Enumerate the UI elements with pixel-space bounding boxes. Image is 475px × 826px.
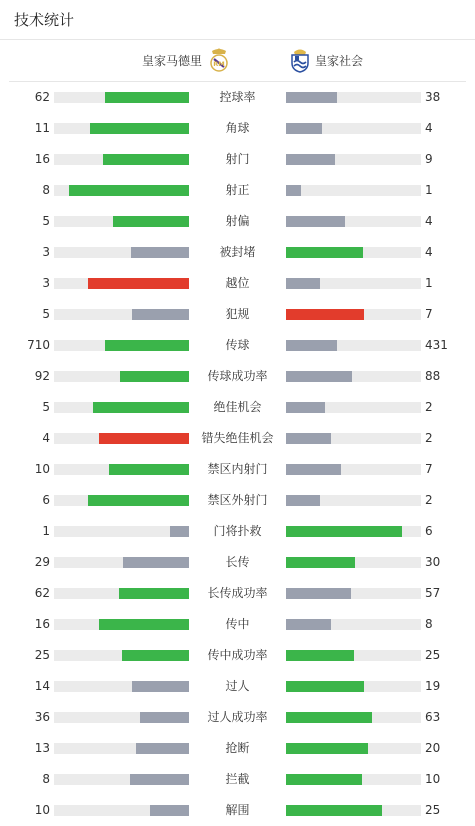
away-stat-value: 19	[425, 679, 441, 693]
stat-label: 犯规	[225, 307, 250, 321]
stat-row	[0, 547, 475, 578]
stat-row	[0, 82, 475, 113]
stat-label: 射门	[225, 152, 250, 166]
home-stat-bar-track	[54, 588, 189, 599]
away-stat-bar	[286, 619, 331, 630]
home-stat-bar	[119, 588, 189, 599]
stat-row	[0, 361, 475, 392]
home-stat-bar	[109, 464, 189, 475]
stat-row	[0, 609, 475, 640]
stat-row	[0, 144, 475, 175]
home-stat-bar-track	[54, 185, 189, 196]
stat-label: 传球成功率	[207, 369, 268, 383]
home-stat-bar-track	[54, 433, 189, 444]
home-stat-bar-track	[54, 712, 189, 723]
away-stat-bar	[286, 433, 331, 444]
stat-row	[0, 485, 475, 516]
stat-row	[0, 392, 475, 423]
away-stat-bar-track	[286, 805, 421, 816]
stat-row	[0, 299, 475, 330]
home-stat-bar	[131, 247, 189, 258]
away-stat-bar	[286, 185, 301, 196]
stat-row	[0, 733, 475, 764]
away-stat-value: 1	[425, 183, 433, 197]
home-stat-bar	[150, 805, 189, 816]
stat-row	[0, 454, 475, 485]
stat-row	[0, 237, 475, 268]
real-sociedad-crest-icon	[289, 47, 311, 73]
home-stat-bar-track	[54, 123, 189, 134]
home-stat-bar	[170, 526, 189, 537]
home-stat-bar-track	[54, 340, 189, 351]
stat-row	[0, 206, 475, 237]
home-stat-bar-track	[54, 557, 189, 568]
home-stat-value: 10	[34, 803, 50, 817]
away-stat-bar-track	[286, 402, 421, 413]
away-stat-bar	[286, 371, 352, 382]
home-stat-value: 6	[42, 493, 50, 507]
away-stat-bar	[286, 557, 355, 568]
away-stat-value: 6	[425, 524, 433, 538]
home-stat-bar-track	[54, 92, 189, 103]
away-team-name: 皇家社会	[315, 53, 364, 68]
away-stat-bar-track	[286, 185, 421, 196]
svg-text:RM: RM	[213, 60, 225, 68]
away-stat-bar-track	[286, 588, 421, 599]
stat-label: 传中	[225, 617, 250, 631]
stat-label: 过人	[225, 679, 250, 693]
stat-row	[0, 795, 475, 826]
away-stat-value: 57	[425, 586, 441, 600]
home-stat-bar-track	[54, 309, 189, 320]
stat-label: 绝佳机会	[213, 400, 262, 414]
home-stat-bar	[132, 309, 189, 320]
home-stat-bar-track	[54, 371, 189, 382]
stat-label: 传球	[225, 338, 250, 352]
stat-label: 射偏	[225, 214, 250, 228]
stat-label: 长传	[225, 555, 250, 569]
stat-label: 控球率	[219, 90, 256, 104]
stat-label: 抢断	[225, 741, 250, 755]
page-title: 技术统计	[0, 0, 475, 40]
away-stat-bar	[286, 650, 354, 661]
home-stat-bar-track	[54, 216, 189, 227]
home-stat-bar	[93, 402, 189, 413]
away-stat-value: 25	[425, 648, 441, 662]
home-stat-value: 5	[42, 307, 50, 321]
home-stat-bar	[69, 185, 189, 196]
stat-label: 射正	[225, 183, 250, 197]
home-stat-bar	[140, 712, 189, 723]
home-stat-bar	[132, 681, 189, 692]
stat-row	[0, 671, 475, 702]
teams-header	[9, 40, 466, 82]
home-stat-bar	[120, 371, 189, 382]
away-stat-bar	[286, 681, 364, 692]
home-stat-value: 4	[42, 431, 50, 445]
home-stat-bar-track	[54, 774, 189, 785]
away-stat-bar	[286, 495, 320, 506]
away-stat-bar	[286, 340, 337, 351]
home-stat-bar-track	[54, 278, 189, 289]
away-stat-value: 9	[425, 152, 433, 166]
away-stat-value: 38	[425, 90, 441, 104]
away-stat-value: 7	[425, 307, 433, 321]
home-stat-bar	[88, 495, 189, 506]
away-stat-value: 7	[425, 462, 433, 476]
home-stat-value: 5	[42, 214, 50, 228]
home-stat-bar	[99, 433, 189, 444]
away-stat-bar-track	[286, 743, 421, 754]
home-stat-value: 3	[42, 245, 50, 259]
away-stat-bar-track	[286, 123, 421, 134]
away-stat-bar	[286, 588, 351, 599]
away-stat-bar	[286, 743, 368, 754]
home-stat-bar	[88, 278, 189, 289]
home-stat-bar-track	[54, 526, 189, 537]
stat-label: 禁区内射门	[207, 462, 268, 476]
away-stat-bar	[286, 805, 382, 816]
away-stat-value: 4	[425, 214, 433, 228]
home-stat-bar	[136, 743, 189, 754]
home-stat-value: 8	[42, 183, 50, 197]
home-stat-bar	[90, 123, 189, 134]
away-stat-bar	[286, 309, 364, 320]
stat-label: 长传成功率	[207, 586, 268, 600]
away-stat-value: 2	[425, 400, 433, 414]
home-stat-value: 16	[34, 617, 50, 631]
away-stat-value: 4	[425, 245, 433, 259]
stat-row	[0, 578, 475, 609]
real-madrid-crest-icon	[208, 47, 230, 73]
away-stat-value: 20	[425, 741, 441, 755]
stat-row	[0, 702, 475, 733]
stat-label: 解围	[225, 803, 250, 817]
home-stat-bar	[130, 774, 189, 785]
away-stat-bar-track	[286, 464, 421, 475]
away-stat-bar-track	[286, 495, 421, 506]
home-stat-bar	[105, 92, 189, 103]
stat-label: 门将扑救	[213, 524, 262, 538]
home-stat-bar	[103, 154, 189, 165]
home-stat-value: 1	[42, 524, 50, 538]
away-stat-bar-track	[286, 712, 421, 723]
away-stat-bar	[286, 402, 325, 413]
away-stat-bar-track	[286, 774, 421, 785]
stat-label: 过人成功率	[207, 710, 268, 724]
away-stat-value: 25	[425, 803, 441, 817]
stat-row	[0, 423, 475, 454]
home-stat-value: 92	[34, 369, 50, 383]
away-stat-bar-track	[286, 340, 421, 351]
away-stat-bar	[286, 154, 335, 165]
away-stat-bar-track	[286, 526, 421, 537]
home-stat-bar	[122, 650, 190, 661]
away-stat-bar	[286, 216, 345, 227]
stat-row	[0, 175, 475, 206]
home-stat-bar-track	[54, 743, 189, 754]
away-stat-bar	[286, 123, 322, 134]
away-stat-bar	[286, 712, 372, 723]
home-stat-bar	[113, 216, 189, 227]
home-stat-bar-track	[54, 681, 189, 692]
away-stat-bar-track	[286, 92, 421, 103]
stat-row	[0, 330, 475, 361]
stat-label: 错失绝佳机会	[201, 431, 274, 445]
home-stat-value: 62	[34, 586, 50, 600]
away-stat-value: 88	[425, 369, 441, 383]
away-stat-value: 1	[425, 276, 433, 290]
stat-label: 角球	[225, 121, 250, 135]
away-stat-bar-track	[286, 433, 421, 444]
home-stat-bar-track	[54, 464, 189, 475]
stats-list	[0, 82, 475, 826]
away-stat-value: 2	[425, 431, 433, 445]
home-stat-bar	[123, 557, 189, 568]
away-stat-value: 30	[425, 555, 441, 569]
away-stat-value: 63	[425, 710, 441, 724]
home-stat-bar-track	[54, 154, 189, 165]
stat-row	[0, 640, 475, 671]
home-stat-value: 62	[34, 90, 50, 104]
home-stat-value: 14	[34, 679, 50, 693]
away-stat-value: 10	[425, 772, 441, 786]
away-stat-bar-track	[286, 278, 421, 289]
away-stat-bar-track	[286, 619, 421, 630]
away-stat-bar	[286, 247, 363, 258]
home-stat-value: 13	[34, 741, 50, 755]
home-stat-value: 10	[34, 462, 50, 476]
stat-row	[0, 516, 475, 547]
home-stat-bar-track	[54, 650, 189, 661]
home-stat-value: 36	[34, 710, 50, 724]
home-team[interactable]	[142, 47, 230, 73]
away-stat-bar-track	[286, 650, 421, 661]
home-stat-bar-track	[54, 495, 189, 506]
away-stat-bar	[286, 92, 337, 103]
home-stat-bar	[99, 619, 189, 630]
away-stat-bar-track	[286, 681, 421, 692]
stat-row	[0, 268, 475, 299]
home-stat-bar-track	[54, 402, 189, 413]
home-stat-bar-track	[54, 247, 189, 258]
stat-label: 传中成功率	[207, 648, 268, 662]
home-stat-value: 710	[27, 338, 50, 352]
away-stat-value: 4	[425, 121, 433, 135]
stat-label: 拦截	[225, 772, 250, 786]
home-stat-bar-track	[54, 805, 189, 816]
away-stat-bar	[286, 278, 320, 289]
away-stat-bar	[286, 774, 362, 785]
home-stat-value: 29	[34, 555, 50, 569]
away-stat-bar	[286, 464, 341, 475]
home-stat-value: 8	[42, 772, 50, 786]
home-stat-bar-track	[54, 619, 189, 630]
stat-label: 越位	[225, 276, 250, 290]
away-stat-bar-track	[286, 247, 421, 258]
home-stat-value: 16	[34, 152, 50, 166]
stat-label: 被封堵	[219, 245, 256, 259]
away-stat-bar-track	[286, 216, 421, 227]
away-stat-bar-track	[286, 557, 421, 568]
stat-row	[0, 113, 475, 144]
away-team[interactable]	[289, 47, 363, 73]
away-stat-bar	[286, 526, 402, 537]
home-team-name: 皇家马德里	[141, 53, 202, 68]
away-stat-bar-track	[286, 154, 421, 165]
away-stat-value: 2	[425, 493, 433, 507]
home-stat-value: 11	[34, 121, 50, 135]
home-stat-value: 5	[42, 400, 50, 414]
away-stat-bar-track	[286, 371, 421, 382]
away-stat-value: 8	[425, 617, 433, 631]
away-stat-bar-track	[286, 309, 421, 320]
home-stat-value: 25	[34, 648, 50, 662]
home-stat-bar	[105, 340, 189, 351]
away-stat-value: 431	[425, 338, 448, 352]
home-stat-value: 3	[42, 276, 50, 290]
stat-row	[0, 764, 475, 795]
stat-label: 禁区外射门	[207, 493, 268, 507]
